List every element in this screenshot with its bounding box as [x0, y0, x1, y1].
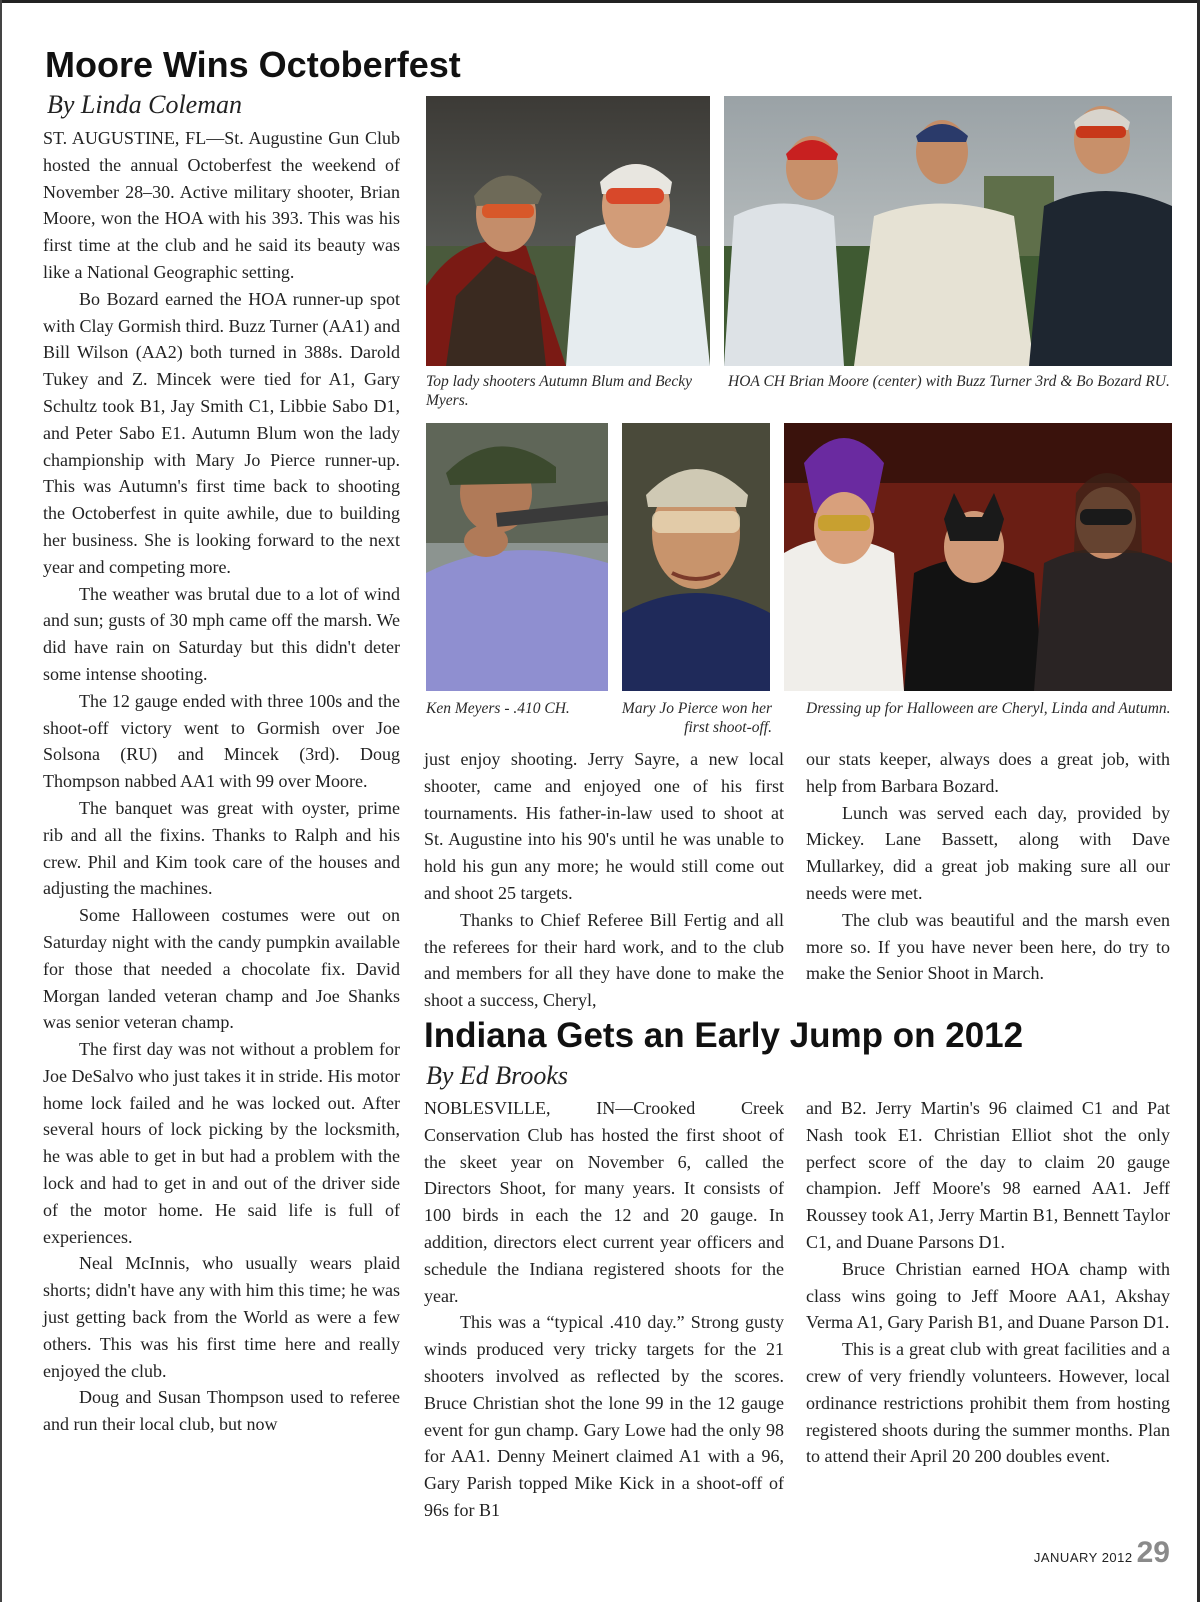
left-edge-rule: [0, 0, 2, 1602]
article1-paragraph: The club was beautiful and the marsh even more so. If you have never been here, do try to make the Senior Shoot in March.: [806, 909, 1170, 984]
article1-paragraph: Some Halloween costumes were out on Saturday night with the candy pumpkin available for those that needed a chocolate fix. David Morgan landed veteran champ and Joe Shanks was senior veteran champ.: [43, 905, 400, 1033]
article1-title: Moore Wins Octoberfest: [45, 44, 461, 85]
article1-column-2: [424, 746, 784, 1014]
article2-column-2: [806, 1095, 1170, 1470]
article1-paragraph: our stats keeper, always does a great job, with help from Barbara Bozard.: [806, 749, 1170, 796]
photo-hoa-winners: [724, 96, 1172, 366]
article1-paragraph: ST. AUGUSTINE, FL—St. Augustine Gun Club hosted the annual Octoberfest the weekend of November 28–30. Active military shooter, Brian Moore, won the HOA with his 393. This was his first time at the club and he said its beauty was like a National Geographic setting.: [43, 128, 400, 282]
article2-paragraph: and B2. Jerry Martin's 96 claimed C1 and Pat Nash took E1. Christian Elliot shot the only perfect score of the day to claim 20 gauge champion. Jeff Moore's 98 earned AA1. Jeff Roussey took A1, Jerry Martin B1, Bennett Taylor C1, and Duane Parsons D1.: [806, 1098, 1170, 1252]
article2-title: Indiana Gets an Early Jump on 2012: [424, 1016, 1024, 1055]
page-folio: [1034, 1536, 1170, 1570]
page-number: 29: [1136, 1536, 1170, 1569]
article1-paragraph: The first day was not without a problem for Joe DeSalvo who just takes it in stride. His motor home lock failed and he was locked out. After several hours of lock picking by the locksmith, he was able to get in but had a problem with the lock and had to get in and out of the driver side of the motor home. He said life is full of experiences.: [43, 1039, 400, 1247]
caption-mary-jo-pierce: Mary Jo Pierce won her first shoot-off.: [621, 700, 772, 736]
article1-paragraph: The banquet was great with oyster, prime rib and all the fixins. Thanks to Ralph and his crew. Phil and Kim took care of the houses and adjusting the machines.: [43, 797, 400, 899]
issue-date: JANUARY 2012: [1033, 1550, 1133, 1565]
article1-paragraph: The 12 gauge ended with three 100s and the shoot-off victory went to Gormish over Joe Solsona (RU) and Mincek (3rd). Doug Thompson nabbed AA1 with 99 over Moore.: [43, 690, 400, 792]
article1-paragraph: Lunch was served each day, provided by Mickey. Lane Bassett, along with Dave Mullarkey, did a great job making sure all our needs were met.: [806, 802, 1170, 903]
article2-paragraph: This is a great club with great facilities and a crew of very friendly volunteers. However, local ordinance restrictions prohibit them from hosting registered shoots during the summer months. Plan to attend their April 20 200 doubles event.: [806, 1339, 1170, 1467]
article1-byline: By Linda Coleman: [47, 90, 242, 119]
caption-halloween-costumes: Dressing up for Halloween are Cheryl, Linda and Autumn.: [806, 700, 1171, 717]
article1-column-1: [43, 125, 400, 1438]
caption-ken-meyers: Ken Meyers - .410 CH.: [426, 700, 570, 717]
article1-paragraph: Doug and Susan Thompson used to referee and run their local club, but now: [43, 1387, 400, 1435]
photo-halloween-costumes: [784, 423, 1172, 691]
photo-ken-meyers: [426, 423, 608, 691]
caption-hoa-winners: HOA CH Brian Moore (center) with Buzz Turner 3rd & Bo Bozard RU.: [728, 373, 1170, 390]
article2-column-1: [424, 1095, 784, 1524]
article1-paragraph: just enjoy shooting. Jerry Sayre, a new local shooter, came and enjoyed one of his first tournaments. His father-in-law used to shoot at St. Augustine into his 90's until he was unable to hold his gun any more; he would still come out and shoot 25 targets.: [424, 749, 784, 903]
photo-mary-jo-pierce: [622, 423, 770, 691]
photo-lady-shooters: [426, 96, 710, 366]
article1-paragraph: The weather was brutal due to a lot of wind and sun; gusts of 30 mph came off the marsh. We did have rain on Saturday but this didn't deter some intense shooting.: [43, 583, 400, 684]
article1-paragraph: Thanks to Chief Referee Bill Fertig and all the referees for their hard work, and to the club and members for all they have done to make the shoot a success, Cheryl,: [424, 909, 784, 1011]
article1-column-3: [806, 746, 1170, 987]
article2-paragraph: Bruce Christian earned HOA champ with class wins going to Jeff Moore AA1, Akshay Verma A1, Gary Parish B1, and Duane Parson D1.: [806, 1258, 1170, 1333]
caption-lady-shooters: Top lady shooters Autumn Blum and Becky Myers.: [426, 373, 693, 409]
article2-paragraph: This was a “typical .410 day.” Strong gusty winds produced very tricky targets for the 21 shooters involved as reflected by the scores. Bruce Christian shot the lone 99 in the 12 gauge event for gun champ. Gary Lowe had the only 98 for AA1. Denny Meinert claimed A1 with a 96, Gary Parish topped Mike Kick in a shoot-off of 96s for B1: [424, 1312, 784, 1520]
article1-paragraph: Neal McInnis, who usually wears plaid shorts; didn't have any with him this time; he was just getting back from the World as were a few others. This was his first time here and really enjoyed the club.: [43, 1253, 400, 1381]
article2-byline: By Ed Brooks: [426, 1061, 568, 1090]
article1-paragraph: Bo Bozard earned the HOA runner-up spot with Clay Gormish third. Buzz Turner (AA1) and Bill Wilson (AA2) both turned in 388s. Darold Tukey and Z. Mincek were tied for A1, Gary Schultz took B1, Jay Smith C1, Libbie Sabo D1, and Peter Sabo E1. Autumn Blum won the lady championship with Mary Jo Pierce runner-up. This was Autumn's first time back to shooting the Octoberfest in quite awhile, due to building her business. She is looking forward to the next year and competing more.: [43, 288, 400, 577]
top-rule: [0, 0, 1200, 3]
article2-paragraph: NOBLESVILLE, IN—Crooked Creek Conservation Club has hosted the first shoot of the skeet year on November 6, called the Directors Shoot, for many years. It consists of 100 birds in each the 12 and 20 gauge. In addition, directors elect current year officers and schedule the Indiana registered shoots for the year.: [424, 1098, 784, 1306]
